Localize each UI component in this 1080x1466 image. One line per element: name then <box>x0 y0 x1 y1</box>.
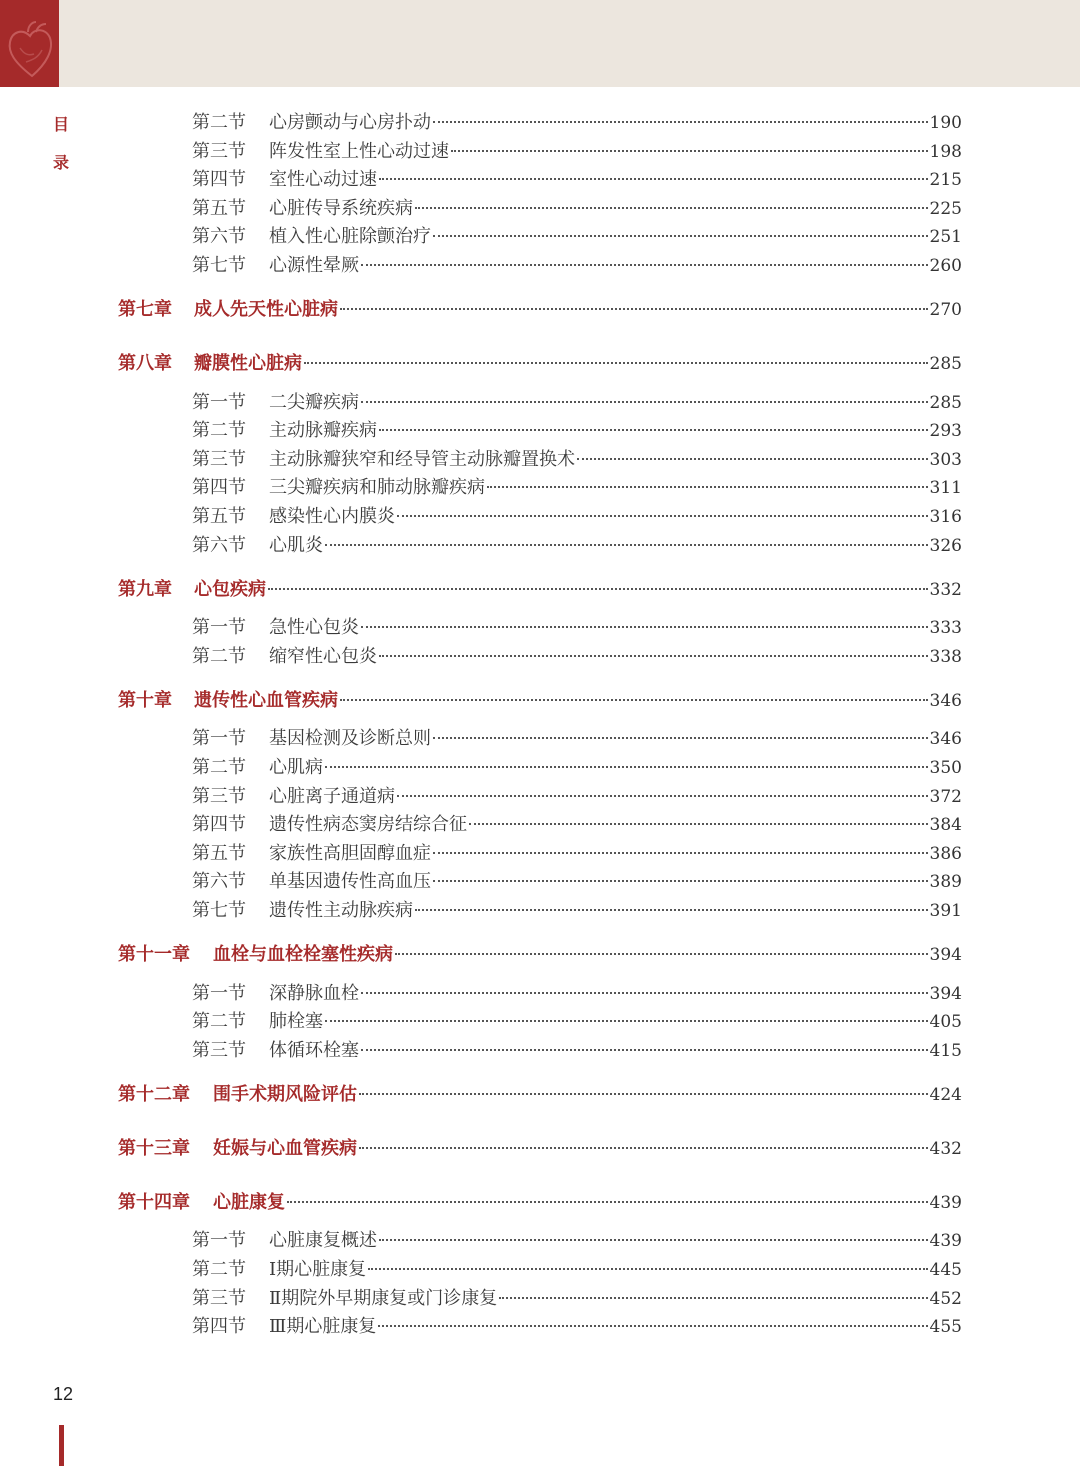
toc-entry-number: 第二节 <box>192 757 246 778</box>
toc-entry-page: 455 <box>929 1317 962 1337</box>
toc-entry-title: 室性心动过速 <box>269 169 377 190</box>
toc-section-entry[interactable] <box>192 616 962 640</box>
dot-leader <box>577 458 928 460</box>
toc-entry-number: 第四节 <box>192 169 246 190</box>
dot-leader <box>361 626 928 628</box>
toc-entry-page: 394 <box>929 945 962 965</box>
toc-entry-page: 270 <box>929 300 962 320</box>
toc-entry-page: 389 <box>929 872 962 892</box>
toc-section-entry[interactable] <box>192 982 962 1006</box>
dot-leader <box>433 121 928 123</box>
toc-entry-number: 第四节 <box>192 814 246 835</box>
toc-entry-number: 第十章 <box>118 690 172 711</box>
page-number: 12 <box>53 1384 74 1404</box>
toc-entry-page: 190 <box>929 113 962 133</box>
dot-leader <box>361 1049 928 1051</box>
toc-entry-page: 439 <box>929 1231 962 1251</box>
toc-entry-page: 333 <box>929 618 962 638</box>
toc-section-entry[interactable] <box>192 140 962 164</box>
toc-entry-title: 成人先天性心脏病 <box>194 299 338 320</box>
dot-leader <box>368 1268 927 1270</box>
toc-section-entry[interactable] <box>192 1010 962 1034</box>
dot-leader <box>433 235 928 237</box>
toc-entry-number: 第六节 <box>192 226 246 247</box>
toc-entry-title: 二尖瓣疾病 <box>269 392 359 413</box>
toc-entry-number: 第六节 <box>192 535 246 556</box>
toc-entry-number: 第二节 <box>192 420 246 441</box>
toc-entry-title: Ⅲ期心脏康复 <box>269 1316 377 1337</box>
toc-entry-page: 432 <box>929 1139 962 1159</box>
toc-entry-page: 394 <box>929 984 962 1004</box>
toc-section-entry[interactable] <box>192 899 962 923</box>
toc-entry-number: 第三节 <box>192 141 246 162</box>
toc-section-entry[interactable] <box>192 448 962 472</box>
toc-section-entry[interactable] <box>192 505 962 529</box>
toc-entry-title: 遗传性主动脉疾病 <box>269 900 413 921</box>
toc-section-entry[interactable] <box>192 391 962 415</box>
toc-chapter-entry[interactable] <box>118 689 962 713</box>
heart-icon <box>4 18 59 84</box>
toc-entry-page: 303 <box>929 450 962 470</box>
toc-entry-title: 缩窄性心包炎 <box>269 646 377 667</box>
toc-entry-page: 311 <box>929 478 962 498</box>
toc-entry-title: 三尖瓣疾病和肺动脉瓣疾病 <box>269 477 485 498</box>
toc-entry-number: 第四节 <box>192 477 246 498</box>
toc-entry-number: 第五节 <box>192 843 246 864</box>
toc-entry-number: 第一节 <box>192 728 246 749</box>
toc-entry-number: 第七节 <box>192 900 246 921</box>
dot-leader <box>379 429 928 431</box>
toc-chapter-entry[interactable] <box>118 943 962 967</box>
toc-entry-page: 439 <box>929 1193 962 1213</box>
toc-entry-title: 家族性高胆固醇血症 <box>269 843 431 864</box>
toc-entry-number: 第三节 <box>192 1040 246 1061</box>
bottom-accent-bar <box>59 1425 64 1466</box>
toc-section-entry[interactable] <box>192 785 962 809</box>
toc-section-entry[interactable] <box>192 1039 962 1063</box>
dot-leader <box>433 852 928 854</box>
toc-entry-page: 346 <box>929 691 962 711</box>
toc-entry-title: 体循环栓塞 <box>269 1040 359 1061</box>
toc-entry-number: 第九章 <box>118 579 172 600</box>
toc-entry-title: 妊娠与心血管疾病 <box>213 1138 357 1159</box>
toc-entry-page: 415 <box>929 1041 962 1061</box>
toc-section-entry[interactable] <box>192 1258 962 1282</box>
dot-leader <box>378 1325 927 1327</box>
toc-section-entry[interactable] <box>192 870 962 894</box>
toc-entry-number: 第三节 <box>192 786 246 807</box>
toc-section-entry[interactable] <box>192 225 962 249</box>
toc-entry-number: 第二节 <box>192 1011 246 1032</box>
toc-entry-page: 285 <box>929 393 962 413</box>
toc-entry-title: 肺栓塞 <box>269 1011 323 1032</box>
toc-section-entry[interactable] <box>192 813 962 837</box>
toc-entry-number: 第五节 <box>192 198 246 219</box>
toc-entry-title: 遗传性病态窦房结综合征 <box>269 814 467 835</box>
toc-entry-page: 350 <box>929 758 962 778</box>
dot-leader <box>325 544 928 546</box>
toc-section-entry[interactable] <box>192 1229 962 1253</box>
toc-entry-page: 386 <box>929 844 962 864</box>
toc-entry-number: 第二节 <box>192 646 246 667</box>
toc-section-entry[interactable] <box>192 254 962 278</box>
toc-entry-number: 第八章 <box>118 353 172 374</box>
toc-entry-number: 第三节 <box>192 449 246 470</box>
dot-leader <box>359 1147 928 1149</box>
dot-leader <box>340 699 928 701</box>
dot-leader <box>361 401 928 403</box>
toc-entry-number: 第一节 <box>192 1230 246 1251</box>
toc-entry-number: 第十三章 <box>118 1138 190 1159</box>
toc-chapter-entry[interactable] <box>118 578 962 602</box>
toc-entry-title: 急性心包炎 <box>269 617 359 638</box>
toc-chapter-entry[interactable] <box>118 1191 962 1215</box>
dot-leader <box>469 823 928 825</box>
toc-entry-number: 第一节 <box>192 617 246 638</box>
toc-section-entry[interactable] <box>192 645 962 669</box>
toc-entry-number: 第六节 <box>192 871 246 892</box>
toc-entry-page: 198 <box>929 142 962 162</box>
toc-entry-page: 293 <box>929 421 962 441</box>
toc-entry-number: 第十一章 <box>118 944 190 965</box>
toc-entry-page: 424 <box>929 1085 962 1105</box>
toc-section-entry[interactable] <box>192 111 962 135</box>
toc-entry-title: 心脏传导系统疾病 <box>269 198 413 219</box>
dot-leader <box>287 1201 928 1203</box>
toc-entry-title: 心包疾病 <box>194 579 266 600</box>
dot-leader <box>433 737 928 739</box>
toc-entry-number: 第一节 <box>192 392 246 413</box>
toc-entry-page: 391 <box>929 901 962 921</box>
toc-entry-title: 遗传性心血管疾病 <box>194 690 338 711</box>
toc-entry-title: 瓣膜性心脏病 <box>194 353 302 374</box>
toc-side-label-2: 录 <box>53 153 70 172</box>
dot-leader <box>415 207 928 209</box>
toc-entry-title: 心肌炎 <box>269 535 323 556</box>
toc-entry-title: 心脏离子通道病 <box>269 786 395 807</box>
toc-entry-number: 第三节 <box>192 1288 246 1309</box>
dot-leader <box>325 1020 928 1022</box>
dot-leader <box>397 515 928 517</box>
dot-leader <box>433 880 928 882</box>
toc-entry-title: 心脏康复概述 <box>269 1230 377 1251</box>
toc-entry-page: 338 <box>929 647 962 667</box>
toc-entry-title: 阵发性室上性心动过速 <box>269 141 449 162</box>
toc-entry-number: 第二节 <box>192 112 246 133</box>
toc-entry-title: 心源性晕厥 <box>269 255 359 276</box>
toc-entry-title: 深静脉血栓 <box>269 983 359 1004</box>
toc-section-entry[interactable] <box>192 1287 962 1311</box>
toc-entry-number: 第五节 <box>192 506 246 527</box>
dot-leader <box>325 766 928 768</box>
toc-entry-title: 单基因遗传性高血压 <box>269 871 431 892</box>
toc-entry-title: Ⅰ期心脏康复 <box>269 1259 367 1280</box>
dot-leader <box>379 178 928 180</box>
toc-entry-title: 心脏康复 <box>213 1192 285 1213</box>
toc-section-entry[interactable] <box>192 727 962 751</box>
toc-entry-title: Ⅱ期院外早期康复或门诊康复 <box>269 1288 498 1309</box>
toc-entry-page: 346 <box>929 729 962 749</box>
toc-entry-page: 260 <box>929 256 962 276</box>
dot-leader <box>415 909 928 911</box>
toc-entry-page: 445 <box>929 1260 962 1280</box>
toc-entry-page: 285 <box>929 354 962 374</box>
toc-side-label-1: 目 <box>53 115 70 134</box>
toc-chapter-entry[interactable] <box>118 1137 962 1161</box>
dot-leader <box>395 953 928 955</box>
toc-section-entry[interactable] <box>192 1315 962 1339</box>
toc-section-entry[interactable] <box>192 476 962 500</box>
toc-entry-page: 326 <box>929 536 962 556</box>
toc-section-entry[interactable] <box>192 842 962 866</box>
dot-leader <box>499 1297 927 1299</box>
toc-entry-title: 围手术期风险评估 <box>213 1084 357 1105</box>
toc-chapter-entry[interactable] <box>118 352 962 376</box>
toc-entry-number: 第十四章 <box>118 1192 190 1213</box>
toc-entry-title: 心肌病 <box>269 757 323 778</box>
toc-entry-title: 植入性心脏除颤治疗 <box>269 226 431 247</box>
toc-section-entry[interactable] <box>192 168 962 192</box>
toc-entry-page: 251 <box>929 227 962 247</box>
toc-entry-page: 452 <box>929 1289 962 1309</box>
toc-entry-title: 血栓与血栓栓塞性疾病 <box>213 944 393 965</box>
toc-entry-page: 384 <box>929 815 962 835</box>
header-band <box>0 0 1080 87</box>
toc-entry-title: 主动脉瓣狭窄和经导管主动脉瓣置换术 <box>269 449 575 470</box>
dot-leader <box>379 655 928 657</box>
toc-entry-page: 316 <box>929 507 962 527</box>
toc-entry-number: 第四节 <box>192 1316 246 1337</box>
dot-leader <box>361 264 928 266</box>
toc-entry-page: 372 <box>929 787 962 807</box>
toc-section-entry[interactable] <box>192 756 962 780</box>
toc-entry-page: 405 <box>929 1012 962 1032</box>
toc-entry-number: 第一节 <box>192 983 246 1004</box>
heart-logo <box>0 0 59 87</box>
toc-section-entry[interactable] <box>192 197 962 221</box>
dot-leader <box>340 308 928 310</box>
toc-chapter-entry[interactable] <box>118 1083 962 1107</box>
toc-section-entry[interactable] <box>192 534 962 558</box>
toc-entry-title: 心房颤动与心房扑动 <box>269 112 431 133</box>
toc-entry-number: 第七节 <box>192 255 246 276</box>
toc-entry-number: 第七章 <box>118 299 172 320</box>
dot-leader <box>397 795 928 797</box>
toc-entry-title: 感染性心内膜炎 <box>269 506 395 527</box>
toc-entry-number: 第十二章 <box>118 1084 190 1105</box>
dot-leader <box>379 1239 928 1241</box>
dot-leader <box>304 362 928 364</box>
toc-entry-title: 主动脉瓣疾病 <box>269 420 377 441</box>
dot-leader <box>359 1093 928 1095</box>
toc-entry-page: 332 <box>929 580 962 600</box>
dot-leader <box>487 486 928 488</box>
dot-leader <box>361 992 928 994</box>
toc-entry-page: 215 <box>929 170 962 190</box>
dot-leader <box>451 150 928 152</box>
toc-entry-title: 基因检测及诊断总则 <box>269 728 431 749</box>
toc-entry-page: 225 <box>929 199 962 219</box>
toc-entry-number: 第二节 <box>192 1259 246 1280</box>
toc-section-entry[interactable] <box>192 419 962 443</box>
toc-chapter-entry[interactable] <box>118 298 962 322</box>
dot-leader <box>268 588 928 590</box>
